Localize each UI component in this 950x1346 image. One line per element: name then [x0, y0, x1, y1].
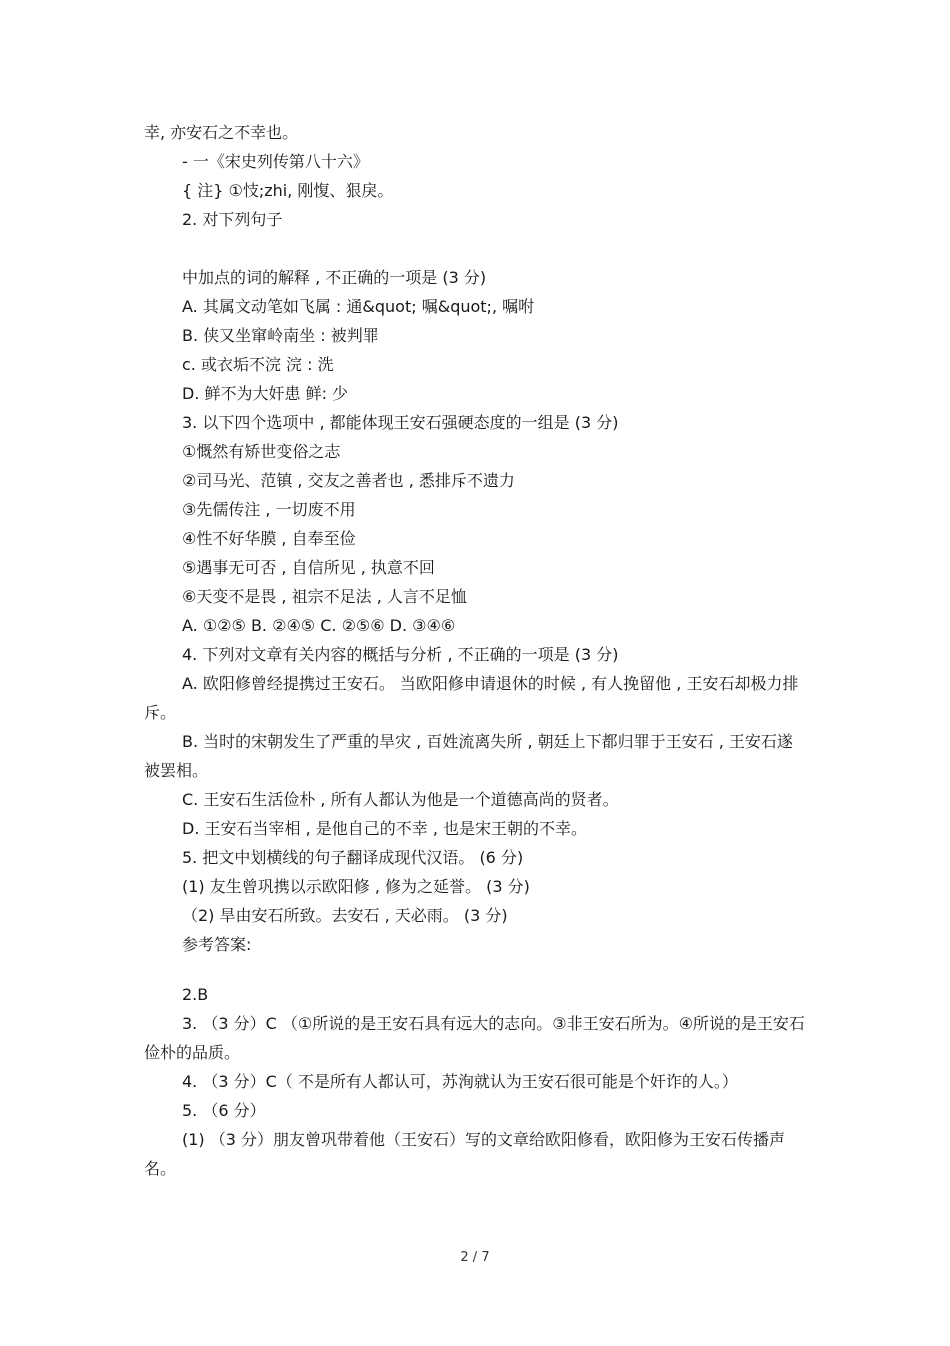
question-4-prompt: 4. 下列对文章有关内容的概括与分析 , 不正确的一项是 (3 分): [182, 645, 619, 664]
annotation-note: { 注} ①忮;zhi, 刚愎、狠戾。: [182, 181, 394, 200]
question-3-options: A. ①②⑤ B. ②④⑤ C. ②⑤⑥ D. ③④⑥: [182, 616, 456, 635]
answer-5-part-1: (1) （3 分）朋友曾巩带着他（王安石）写的文章给欧阳修看，欧阳修为王安石传播声名。: [144, 1130, 786, 1178]
question-4-option-c: C. 王安石生活俭朴 , 所有人都认为他是一个道德高尚的贤者。: [182, 790, 619, 809]
answer-2: 2.B: [182, 985, 209, 1004]
answer-3: 3. （3 分）C （①所说的是王安石具有远大的志向。③非王安石所为。④所说的是王安石俭朴的品质。: [144, 1014, 805, 1062]
question-3-item-5: ⑤遇事无可否 , 自信所见 , 执意不回: [182, 558, 435, 577]
question-2-stem: 2. 对下列句子: [182, 210, 283, 229]
question-5-prompt: 5. 把文中划横线的句子翻译成现代汉语。 (6 分): [182, 848, 524, 867]
spacer: [144, 234, 806, 263]
answer-4: 4. （3 分）C（ 不是所有人都认可，苏洵就认为王安石很可能是个奸诈的人。）: [182, 1072, 738, 1091]
question-5-part-1: (1) 友生曾巩携以示欧阳修 , 修为之延誉。 (3 分): [182, 877, 530, 896]
question-3-item-2: ②司马光、范镇 , 交友之善者也 , 悉排斥不遗力: [182, 471, 515, 490]
question-2-prompt: 中加点的词的解释 , 不正确的一项是 (3 分): [182, 268, 487, 287]
question-2-option-d: D. 鲜不为大奸患 鲜: 少: [182, 384, 349, 403]
answer-5-heading: 5. （6 分）: [182, 1101, 266, 1120]
question-4-option-d: D. 王安石当宰相 , 是他自己的不幸 , 也是宋王朝的不幸。: [182, 819, 588, 838]
question-2-option-b: B. 侠又坐窜岭南坐 : 被判罪: [182, 326, 379, 345]
question-3-prompt: 3. 以下四个选项中 , 都能体现王安石强硬态度的一组是 (3 分): [182, 413, 619, 432]
question-2-option-a: A. 其属文动笔如飞属 : 通&quot; 嘱&quot;, 嘱咐: [182, 297, 535, 316]
question-2-option-c: c. 或衣垢不浣 浣 : 洗: [182, 355, 334, 374]
document-body: [144, 118, 806, 1183]
question-4-option-b: B. 当时的宋朝发生了严重的旱灾 , 百姓流离失所 , 朝廷上下都归罪于王安石 , 王安石遂被罢相。: [144, 732, 793, 780]
question-3-item-6: ⑥天变不是畏 , 祖宗不足法 , 人言不足恤: [182, 587, 467, 606]
source-citation: - 一《宋史列传第八十六》: [182, 152, 369, 171]
page-number: 2 / 7: [460, 1250, 490, 1265]
question-3-item-4: ④性不好华膜 , 自奉至俭: [182, 529, 356, 548]
question-3-item-1: ①慨然有矫世变俗之志: [182, 442, 341, 461]
question-5-part-2: （2) 旱由安石所致。去安石 , 天必雨。 (3 分): [182, 906, 508, 925]
text-line: 幸, 亦安石之不幸也。: [144, 123, 299, 142]
question-4-option-a: A. 欧阳修曾经提携过王安石。 当欧阳修申请退休的时候 , 有人挽留他 , 王安石却极力排斥。: [144, 674, 799, 722]
spacer: [144, 959, 806, 980]
answer-key-heading: 参考答案:: [182, 935, 252, 954]
question-3-item-3: ③先儒传注 , 一切废不用: [182, 500, 356, 519]
